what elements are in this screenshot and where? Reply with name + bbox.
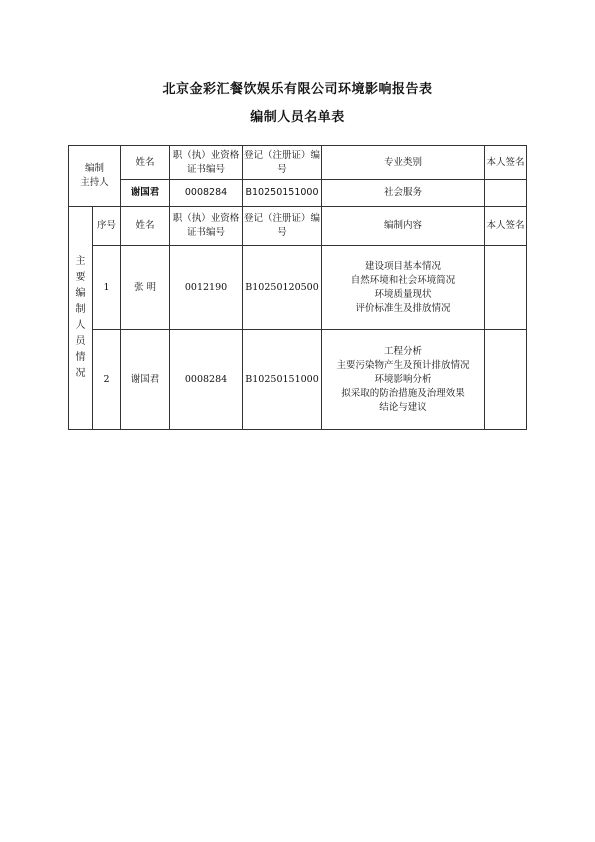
- staff-header-cert: 职（执）业资格证书编号: [170, 207, 243, 246]
- staff-header-sign: 本人签名: [485, 207, 527, 246]
- staff-header-name: 姓名: [121, 207, 170, 246]
- staff-name: 张 明: [121, 246, 170, 330]
- staff-cert: 0012190: [170, 246, 243, 330]
- staff-content: 工程分析 主要污染物产生及预计排放情况 环境影响分析 拟采取的防治措施及治理效果 结论与建议: [322, 330, 485, 430]
- host-name: 谢国君: [121, 180, 170, 207]
- staff-sign: [485, 330, 527, 430]
- staff-reg: B10250151000: [243, 330, 322, 430]
- host-major: 社会服务: [322, 180, 485, 207]
- staff-section-label: 主 要 编 制 人 员 情 况: [69, 207, 93, 430]
- host-label-cell: 编制 主持人: [69, 146, 121, 207]
- staff-reg: B10250120500: [243, 246, 322, 330]
- host-reg: B10250151000: [243, 180, 322, 207]
- staff-seq: 1: [93, 246, 121, 330]
- staff-name: 谢国君: [121, 330, 170, 430]
- host-header-reg: 登记（注册证）编号: [243, 146, 322, 180]
- document-title: 北京金彩汇餐饮娱乐有限公司环境影响报告表: [162, 82, 433, 97]
- host-cert: 0008284: [170, 180, 243, 207]
- staff-seq: 2: [93, 330, 121, 430]
- host-header-major: 专业类别: [322, 146, 485, 180]
- host-header-name: 姓名: [121, 146, 170, 180]
- staff-table: [68, 145, 527, 430]
- host-header-cert: 职（执）业资格证书编号: [170, 146, 243, 180]
- staff-cert: 0008284: [170, 330, 243, 430]
- host-header-sign: 本人签名: [485, 146, 527, 180]
- staff-header-seq: 序号: [93, 207, 121, 246]
- table-row: [69, 246, 527, 330]
- staff-content: 建设项目基本情况 自然环境和社会环境简况 环境质量现状 评价标准生及排放情况: [322, 246, 485, 330]
- staff-header-content: 编制内容: [322, 207, 485, 246]
- document-subtitle: 编制人员名单表: [250, 110, 345, 125]
- host-sign: [485, 180, 527, 207]
- staff-sign: [485, 246, 527, 330]
- table-row: [69, 330, 527, 430]
- staff-header-reg: 登记（注册证）编号: [243, 207, 322, 246]
